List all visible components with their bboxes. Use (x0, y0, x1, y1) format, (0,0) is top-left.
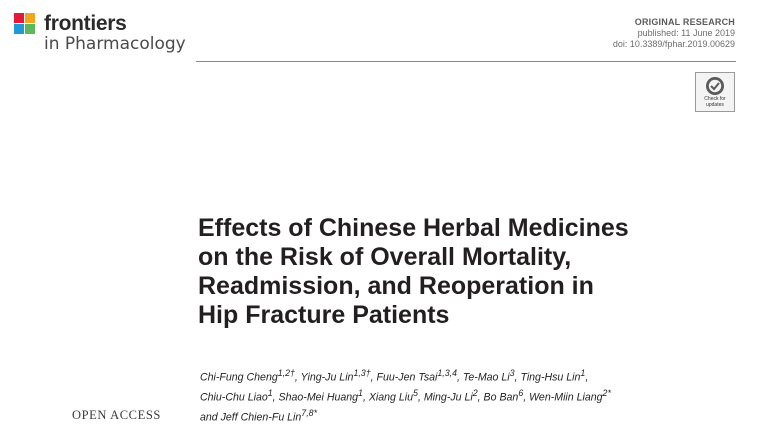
frontiers-logo-icon (14, 13, 36, 35)
author-affiliation: 6 (518, 387, 524, 398)
author-separator: , (272, 391, 279, 404)
journal-brand: frontiers (44, 12, 127, 35)
logo-square-red (14, 13, 24, 23)
author-affiliation: 1,3† (353, 368, 371, 378)
author-name[interactable]: and Jeff Chien-Fu Lin (200, 411, 302, 424)
author-line (200, 386, 720, 406)
author-line (200, 406, 720, 426)
check-for-updates-button[interactable] (695, 72, 735, 112)
author-name[interactable]: Xiang Liu (368, 391, 414, 404)
logo-square-orange (25, 13, 35, 23)
author-separator: , (477, 391, 484, 404)
published-date: published: 11 June 2019 (637, 28, 735, 38)
author-name[interactable]: Te-Mao Li (462, 371, 510, 384)
author-separator: , (585, 371, 589, 384)
author-separator: , (514, 371, 521, 384)
author-name[interactable]: Bo Ban (483, 391, 519, 404)
author-name[interactable]: Ming-Ju Li (423, 391, 473, 404)
author-affiliation: 5 (413, 387, 418, 398)
article-meta (613, 17, 735, 50)
author-affiliation: 1 (358, 387, 363, 398)
logo-square-blue (14, 24, 24, 34)
author-affiliation: 1,3,4 (437, 368, 458, 378)
author-separator: , (362, 391, 369, 404)
title-line: on the Risk of Overall Mortality, (198, 243, 572, 271)
article-title (198, 214, 758, 330)
author-name[interactable]: Ying-Ju Lin (300, 371, 354, 384)
check-for-updates-icon (705, 76, 725, 96)
author-name[interactable]: Ting-Hsu Lin (520, 371, 581, 384)
author-line (200, 366, 720, 386)
author-separator: , (457, 371, 463, 384)
author-separator: , (523, 391, 530, 404)
author-list (200, 366, 720, 425)
author-separator: , (417, 391, 424, 404)
check-for-updates-label-2: updates (706, 102, 724, 108)
author-affiliation: 2* (602, 387, 611, 398)
author-affiliation: 7,8* (301, 407, 318, 418)
title-line: Effects of Chinese Herbal Medicines (198, 214, 629, 242)
author-name[interactable]: Fuu-Jen Tsai (376, 371, 438, 384)
author-separator: , (294, 371, 301, 384)
journal-logo[interactable] (14, 12, 204, 56)
title-line: Readmission, and Reoperation in (198, 272, 594, 300)
logo-square-blue-2 (25, 24, 35, 34)
author-affiliation: 3 (509, 368, 515, 378)
header-divider (196, 61, 736, 62)
author-name[interactable]: Chiu-Chu Liao (200, 391, 268, 404)
author-name[interactable]: Wen-Miin Liang (529, 391, 603, 404)
check-for-updates-label-1: Check for (704, 96, 726, 102)
author-separator: , (370, 371, 377, 384)
title-line: Hip Fracture Patients (198, 301, 450, 329)
open-access-label: OPEN ACCESS (72, 408, 161, 422)
author-name[interactable]: Chi-Fung Cheng (200, 371, 278, 384)
author-affiliation: 1 (267, 387, 273, 398)
article-type: ORIGINAL RESEARCH (634, 17, 735, 27)
journal-subtitle: in Pharmacology (44, 34, 186, 54)
author-affiliation: 1,2† (277, 368, 295, 378)
author-name[interactable]: Shao-Mei Huang (278, 391, 359, 404)
author-affiliation: 1 (580, 368, 586, 378)
author-affiliation: 2 (472, 387, 478, 398)
doi[interactable]: doi: 10.3389/fphar.2019.00629 (612, 39, 735, 49)
